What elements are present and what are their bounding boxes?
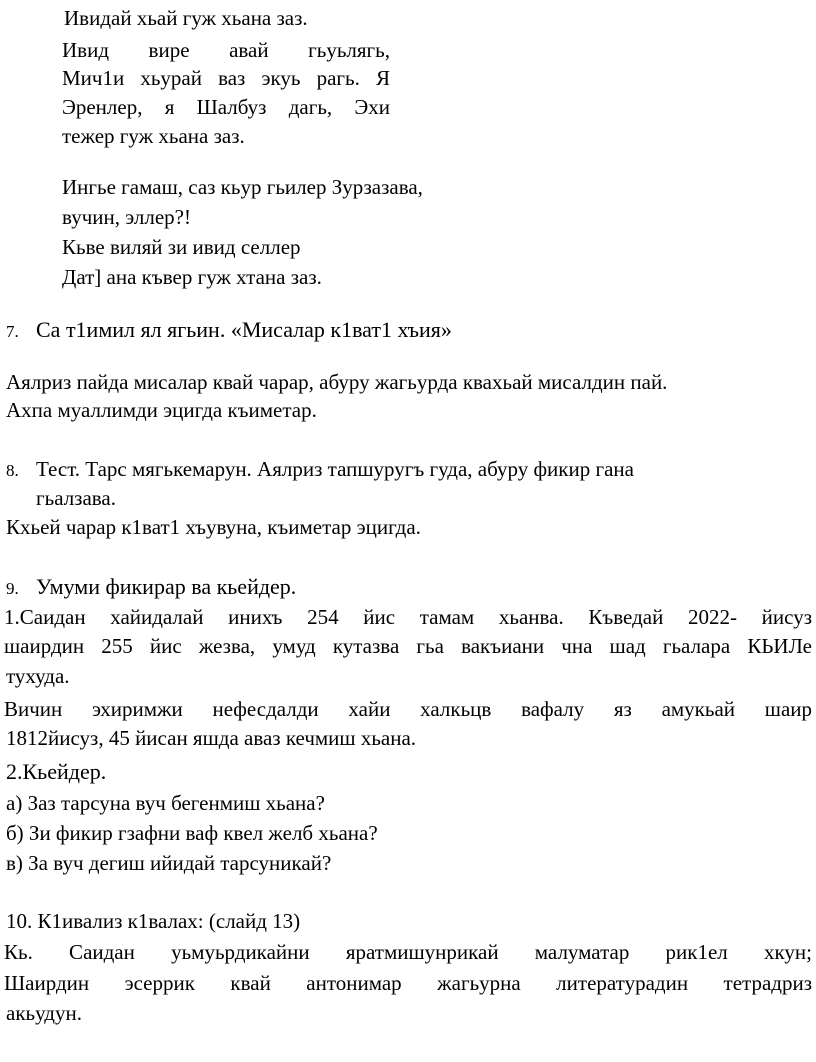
section-number: 8. [6,461,19,480]
section-heading: гьалзава. [36,486,117,510]
paragraph-line: Вичин эхиримжи нефесдалди хайи халкьцв вафалу яз амукьай шаир [4,697,812,721]
question-line: в) За вуч дегиш ийидай тарсуникай? [6,851,332,875]
poem-line: Ивидай хьай гуж хьана заз. [64,6,308,30]
section-heading: Тест. Тарс мягькемарун. Аялриз тапшуругъ гуда, абуру фикир гана [36,457,634,481]
paragraph-line: акьудун. [6,1001,82,1025]
paragraph-line: 1.Саидан хайидалай инихъ 254 йис тамам хьанва. Къведай 2022- йисуз [4,605,812,629]
paragraph-line: Кхьей чарар к1ват1 хъувуна, къиметар эцигда. [6,515,421,539]
section-heading: Умуми фикирар ва кьейдер. [36,574,297,599]
paragraph-line: 1812йисуз, 45 йисан яшда аваз кечмиш хьана. [6,726,417,750]
paragraph-line: тухуда. [6,664,70,688]
poem-line: тежер гуж хьана заз. [62,124,245,148]
subheading: 2.Кьейдер. [6,759,107,784]
poem-line: Мич1и хьурай ваз экуь рагь. Я [62,66,390,90]
question-line: а) Заз тарсуна вуч бегенмиш хьана? [6,791,325,815]
poem-line: Кьве виляй зи ивид селлер [62,235,301,259]
section-number: 7. [6,322,19,341]
paragraph-line: Шаирдин эсеррик квай антонимар жагьурна литературадин тетрадриз [4,971,812,995]
poem-line: Эренлер, я Шалбуз дагь, Эхи [62,95,390,119]
question-line: б) Зи фикир гзафни ваф квел желб хьана? [6,821,378,845]
paragraph-line: Аялриз пайда мисалар квай чарар, абуру жагьурда квахьай мисалдин пай. [6,370,668,394]
poem-line: Ивид вире авай гьуьлягь, [62,38,390,62]
poem-line: Ингье гамаш, саз кьур гьилер Зурзазава, [62,175,423,199]
section-number: 9. [6,579,19,598]
section-heading: 10. К1ивализ к1валах: (слайд 13) [6,909,301,933]
poem-line: вучин, эллер?! [62,205,191,229]
paragraph-line: Кь. Саидан уьмуьрдикайни яратмишунрикай малуматар рик1ел хкун; [4,940,812,964]
paragraph-line: Ахпа муаллимди эцигда къиметар. [6,398,317,422]
section-heading: Са т1имил ял ягьин. «Мисалар к1ват1 хъия» [36,317,452,342]
paragraph-line: шаирдин 255 йис жезва, умуд кутазва гьа вакъиани чна шад гьалара КЬИЛе [4,634,812,658]
poem-line: Дат] ана къвер гуж хтана заз. [62,265,322,289]
